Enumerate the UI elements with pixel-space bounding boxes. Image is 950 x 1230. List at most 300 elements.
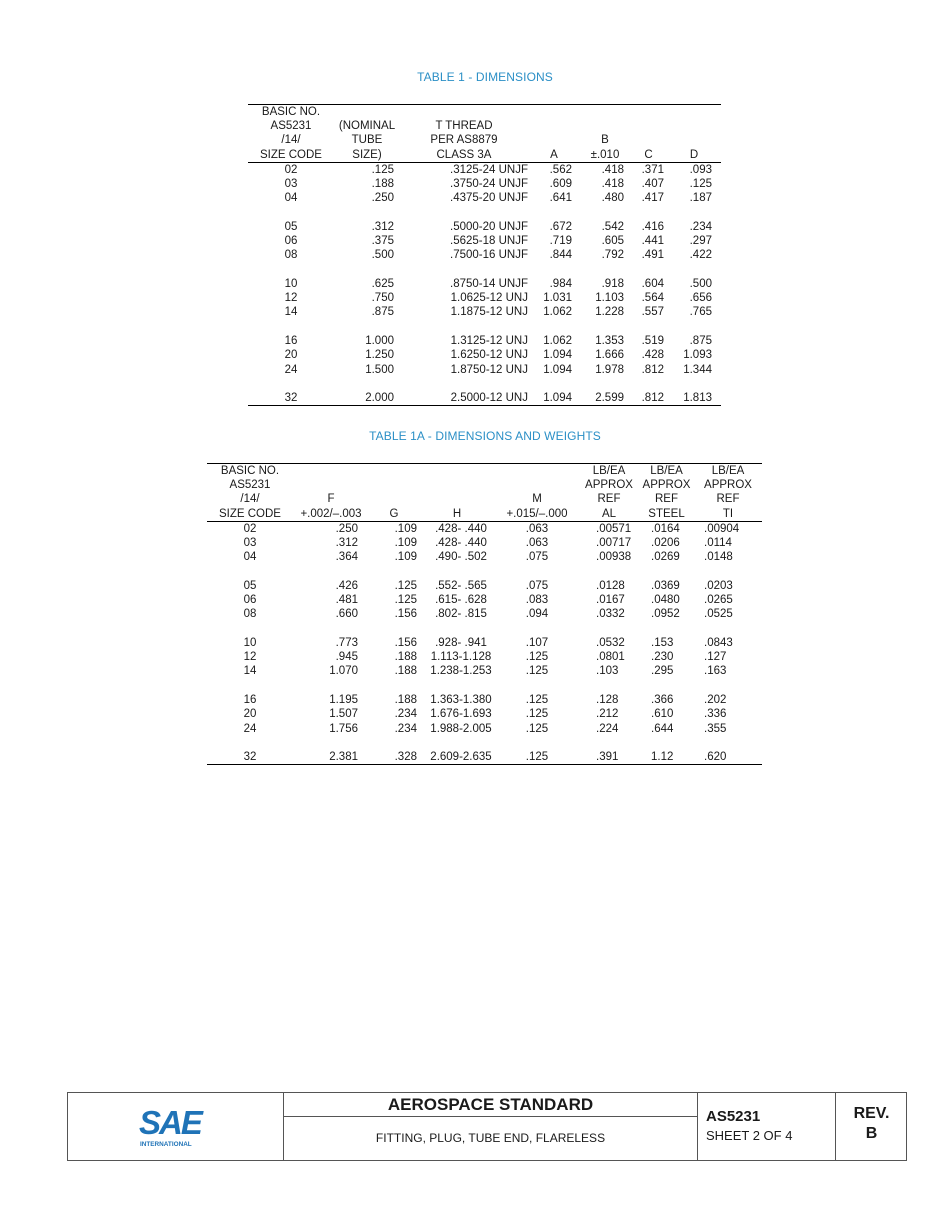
dimensions-table bbox=[248, 104, 721, 406]
header-line: TUBE bbox=[351, 134, 383, 147]
cell-h: .802- .815 bbox=[435, 608, 487, 621]
cell-thread: .7500-16 UNJF bbox=[450, 249, 528, 262]
cell-a: 1.094 bbox=[543, 363, 572, 376]
header-line: C bbox=[644, 148, 653, 161]
cell-h: 1.988-2.005 bbox=[430, 722, 492, 735]
cell-ti: .0525 bbox=[704, 608, 733, 621]
cell-d: .422 bbox=[689, 249, 712, 262]
cell-c: .441 bbox=[641, 235, 664, 248]
cell-size: 20 bbox=[284, 349, 298, 362]
header-line: AL bbox=[601, 507, 617, 520]
header-size-code bbox=[248, 105, 334, 163]
cell-al: .00717 bbox=[596, 537, 632, 550]
cell-a: 1.094 bbox=[543, 392, 572, 405]
cell-nominal: .188 bbox=[371, 178, 394, 191]
cell-h: 1.238-1.253 bbox=[430, 665, 492, 678]
revision-value: B bbox=[865, 1125, 878, 1142]
table-row bbox=[248, 248, 721, 262]
cell-c: .428 bbox=[641, 349, 664, 362]
cell-g: .234 bbox=[394, 708, 417, 721]
cell-f: .426 bbox=[335, 579, 358, 592]
table-row bbox=[207, 750, 762, 765]
cell-c: .519 bbox=[641, 335, 664, 348]
cell-thread: .4375-20 UNJF bbox=[450, 192, 528, 205]
table-row bbox=[207, 550, 762, 564]
cell-a: .562 bbox=[549, 163, 572, 176]
cell-thread: .3125-24 UNJF bbox=[450, 163, 528, 176]
sae-international-logo bbox=[139, 1103, 207, 1149]
cell-size: 04 bbox=[243, 551, 257, 564]
header-line: REF bbox=[655, 493, 678, 506]
header-line: (NOMINAL bbox=[338, 120, 396, 133]
cell-size: 10 bbox=[243, 637, 257, 650]
cell-thread: 2.5000-12 UNJ bbox=[450, 392, 528, 405]
spacer-cell bbox=[207, 564, 762, 579]
cell-d: 1.344 bbox=[683, 363, 712, 376]
cell-m: .125 bbox=[525, 694, 549, 707]
table-row bbox=[207, 636, 762, 650]
cell-f: .773 bbox=[335, 637, 358, 650]
cell-al: .212 bbox=[596, 708, 619, 721]
cell-size: 08 bbox=[243, 608, 257, 621]
header-nominal-tube-size bbox=[334, 105, 400, 163]
dimensions-weights-table bbox=[207, 463, 762, 765]
header-line: APPROX bbox=[704, 479, 752, 492]
table-row bbox=[248, 305, 721, 319]
cell-m: .075 bbox=[525, 579, 549, 592]
cell-ti: .0148 bbox=[704, 551, 733, 564]
spacer-cell bbox=[207, 622, 762, 637]
cell-a: .844 bbox=[549, 249, 572, 262]
cell-steel: .0952 bbox=[651, 608, 680, 621]
cell-f: .250 bbox=[335, 522, 358, 535]
table-row bbox=[248, 391, 721, 406]
group-spacer bbox=[248, 263, 721, 278]
cell-f: .945 bbox=[335, 651, 358, 664]
revision-cell bbox=[835, 1093, 907, 1160]
spacer-cell bbox=[207, 679, 762, 694]
header-m bbox=[495, 464, 579, 522]
cell-d: .297 bbox=[689, 235, 712, 248]
table1-caption: TABLE 1 - DIMENSIONS bbox=[417, 70, 553, 84]
cell-g: .125 bbox=[394, 579, 417, 592]
header-a bbox=[528, 105, 580, 163]
cell-g: .109 bbox=[394, 551, 417, 564]
cell-g: .109 bbox=[394, 522, 417, 535]
cell-a: 1.031 bbox=[543, 292, 572, 305]
cell-size: 06 bbox=[284, 235, 298, 248]
cell-al: .0532 bbox=[596, 637, 625, 650]
cell-b: .418 bbox=[601, 178, 624, 191]
cell-size: 03 bbox=[243, 537, 257, 550]
header-line: D bbox=[689, 148, 699, 161]
cell-m: .075 bbox=[525, 551, 549, 564]
spacer-cell bbox=[248, 320, 721, 335]
cell-size: 32 bbox=[284, 392, 298, 405]
spacer-cell bbox=[248, 205, 721, 220]
header-line: /14/ bbox=[281, 134, 301, 147]
group-spacer bbox=[248, 320, 721, 335]
document-subtitle: FITTING, PLUG, TUBE END, FLARELESS bbox=[375, 1131, 606, 1145]
cell-a: .609 bbox=[549, 178, 572, 191]
header-weight-al bbox=[579, 464, 639, 522]
cell-size: 02 bbox=[243, 522, 257, 535]
document-number-cell bbox=[697, 1093, 836, 1160]
cell-nominal: .375 bbox=[371, 235, 394, 248]
header-f bbox=[293, 464, 369, 522]
cell-d: .125 bbox=[689, 178, 712, 191]
group-spacer bbox=[248, 377, 721, 392]
cell-steel: .230 bbox=[651, 651, 674, 664]
header-line: LB/EA bbox=[650, 465, 683, 477]
cell-b: .792 bbox=[601, 249, 624, 262]
table-row bbox=[248, 334, 721, 348]
cell-steel: .644 bbox=[651, 722, 674, 735]
cell-d: .765 bbox=[689, 306, 712, 319]
cell-b: 1.228 bbox=[595, 306, 624, 319]
cell-c: .371 bbox=[641, 163, 664, 176]
cell-m: .125 bbox=[525, 751, 549, 764]
cell-b: 1.353 bbox=[595, 335, 624, 348]
cell-nominal: .500 bbox=[371, 249, 394, 262]
cell-ti: .0203 bbox=[704, 579, 733, 592]
header-line: LB/EA bbox=[711, 465, 745, 477]
cell-size: 10 bbox=[284, 278, 298, 291]
header-t-thread bbox=[400, 105, 528, 163]
cell-d: .093 bbox=[689, 163, 712, 176]
cell-g: .234 bbox=[394, 722, 417, 735]
cell-thread: 1.8750-12 UNJ bbox=[450, 363, 528, 376]
cell-steel: .0480 bbox=[651, 594, 680, 607]
cell-g: .156 bbox=[394, 637, 417, 650]
group-spacer bbox=[207, 564, 762, 579]
cell-a: .984 bbox=[549, 278, 572, 291]
cell-nominal: .625 bbox=[371, 278, 394, 291]
header-line: A bbox=[550, 148, 558, 161]
header-line: T THREAD bbox=[435, 120, 493, 133]
cell-ti: .0265 bbox=[704, 594, 733, 607]
cell-b: 1.978 bbox=[595, 363, 624, 376]
cell-m: .083 bbox=[525, 594, 549, 607]
spacer-cell bbox=[248, 377, 721, 392]
header-line: BASIC NO. bbox=[261, 106, 321, 118]
cell-size: 12 bbox=[284, 292, 298, 305]
table-row bbox=[207, 693, 762, 707]
cell-thread: 1.0625-12 UNJ bbox=[450, 292, 528, 305]
cell-size: 16 bbox=[284, 335, 298, 348]
cell-m: .107 bbox=[525, 637, 549, 650]
cell-steel: 1.12 bbox=[651, 751, 674, 764]
cell-g: .188 bbox=[394, 651, 417, 664]
cell-f: 1.756 bbox=[329, 722, 358, 735]
cell-d: 1.093 bbox=[683, 349, 712, 362]
cell-ti: .00904 bbox=[704, 522, 740, 535]
cell-b: .918 bbox=[601, 278, 624, 291]
cell-thread: .5625-18 UNJF bbox=[450, 235, 528, 248]
cell-nominal: .875 bbox=[371, 306, 394, 319]
table-row bbox=[248, 277, 721, 291]
cell-thread: .5000-20 UNJF bbox=[450, 220, 528, 233]
cell-b: .542 bbox=[601, 220, 624, 233]
cell-steel: .610 bbox=[651, 708, 674, 721]
cell-steel: .0269 bbox=[651, 551, 680, 564]
table-row bbox=[207, 707, 762, 721]
cell-al: .224 bbox=[596, 722, 619, 735]
cell-c: .416 bbox=[641, 220, 664, 233]
cell-thread: .3750-24 UNJF bbox=[450, 178, 528, 191]
cell-al: .0801 bbox=[596, 651, 625, 664]
header-d bbox=[667, 105, 721, 163]
cell-h: .428- .440 bbox=[435, 537, 487, 550]
cell-g: .125 bbox=[394, 594, 417, 607]
group-spacer bbox=[207, 622, 762, 637]
cell-m: .125 bbox=[525, 665, 549, 678]
cell-al: .128 bbox=[596, 694, 619, 707]
cell-al: .391 bbox=[596, 751, 619, 764]
cell-ti: .163 bbox=[704, 665, 727, 678]
cell-g: .188 bbox=[394, 665, 417, 678]
cell-d: 1.813 bbox=[683, 392, 712, 405]
cell-f: 2.381 bbox=[329, 751, 358, 764]
cell-f: 1.507 bbox=[329, 708, 358, 721]
cell-d: .875 bbox=[689, 335, 712, 348]
table-row bbox=[248, 191, 721, 205]
cell-b: .480 bbox=[601, 192, 624, 205]
cell-c: .417 bbox=[641, 192, 664, 205]
dimensions-weights-table-body bbox=[207, 521, 762, 765]
cell-nominal: 1.500 bbox=[365, 363, 394, 376]
header-line: /14/ bbox=[240, 493, 260, 506]
cell-a: .719 bbox=[549, 235, 572, 248]
cell-b: .605 bbox=[601, 235, 624, 248]
cell-nominal: 2.000 bbox=[365, 392, 394, 405]
header-line: APPROX bbox=[585, 479, 633, 492]
cell-d: .500 bbox=[689, 278, 712, 291]
cell-ti: .355 bbox=[704, 722, 727, 735]
cell-d: .234 bbox=[689, 220, 712, 233]
table1a-caption: TABLE 1A - DIMENSIONS AND WEIGHTS bbox=[369, 429, 601, 443]
logo-sae-text: SAE bbox=[139, 1104, 201, 1141]
cell-al: .0128 bbox=[596, 579, 625, 592]
cell-al: .00571 bbox=[596, 522, 632, 535]
table-row bbox=[248, 177, 721, 191]
cell-c: .812 bbox=[641, 392, 664, 405]
cell-a: 1.094 bbox=[543, 349, 572, 362]
cell-steel: .0164 bbox=[651, 522, 680, 535]
cell-h: 1.113-1.128 bbox=[430, 651, 492, 664]
cell-size: 02 bbox=[284, 163, 298, 176]
cell-b: .418 bbox=[601, 163, 624, 176]
cell-g: .156 bbox=[394, 608, 417, 621]
cell-g: .328 bbox=[394, 751, 417, 764]
header-line: TI bbox=[722, 507, 734, 520]
cell-steel: .0369 bbox=[651, 579, 680, 592]
table-row bbox=[207, 521, 762, 536]
cell-ti: .336 bbox=[704, 708, 727, 721]
cell-thread: 1.1875-12 UNJ bbox=[450, 306, 528, 319]
dimensions-table-body bbox=[248, 162, 721, 406]
table-header-row bbox=[207, 464, 762, 522]
cell-a: 1.062 bbox=[543, 335, 572, 348]
cell-nominal: .312 bbox=[371, 220, 394, 233]
cell-c: .564 bbox=[641, 292, 664, 305]
header-g bbox=[369, 464, 419, 522]
header-line: M bbox=[532, 493, 542, 506]
cell-ti: .620 bbox=[704, 751, 727, 764]
header-line: SIZE CODE bbox=[260, 148, 322, 161]
header-line: ±.010 bbox=[590, 148, 620, 161]
cell-nominal: 1.000 bbox=[365, 335, 394, 348]
group-spacer bbox=[207, 736, 762, 751]
cell-ti: .0843 bbox=[704, 637, 733, 650]
cell-ti: .127 bbox=[704, 651, 727, 664]
document-number: AS5231 bbox=[706, 1108, 761, 1125]
header-line: SIZE) bbox=[352, 148, 382, 161]
cell-ti: .202 bbox=[704, 694, 727, 707]
cell-c: .812 bbox=[641, 363, 664, 376]
header-c bbox=[630, 105, 667, 163]
cell-f: .364 bbox=[335, 551, 358, 564]
cell-f: 1.070 bbox=[329, 665, 358, 678]
title-cell bbox=[283, 1093, 697, 1160]
cell-m: .063 bbox=[525, 537, 549, 550]
cell-size: 06 bbox=[243, 594, 257, 607]
logo-cell bbox=[68, 1093, 283, 1160]
header-line: APPROX bbox=[642, 479, 691, 492]
cell-a: 1.062 bbox=[543, 306, 572, 319]
cell-d: .656 bbox=[689, 292, 712, 305]
cell-c: .557 bbox=[641, 306, 664, 319]
cell-h: .615- .628 bbox=[435, 594, 487, 607]
cell-m: .094 bbox=[525, 608, 549, 621]
sheet-number: SHEET 2 OF 4 bbox=[706, 1128, 793, 1143]
table-row bbox=[207, 607, 762, 621]
header-line: +.015/–.000 bbox=[506, 507, 568, 520]
cell-size: 05 bbox=[284, 220, 298, 233]
header-line: REF bbox=[597, 493, 621, 506]
header-line: REF bbox=[716, 493, 740, 506]
header-weight-steel bbox=[639, 464, 694, 522]
header-size-code bbox=[207, 464, 293, 522]
header-line: F bbox=[327, 493, 335, 506]
header-line: SIZE CODE bbox=[219, 507, 281, 520]
revision-label: REV. bbox=[853, 1105, 890, 1122]
cell-h: .552- .565 bbox=[435, 579, 487, 592]
header-line: H bbox=[452, 507, 462, 520]
spacer-cell bbox=[248, 263, 721, 278]
cell-h: .928- .941 bbox=[435, 637, 487, 650]
title-block bbox=[67, 1092, 907, 1161]
cell-steel: .153 bbox=[651, 637, 674, 650]
cell-size: 05 bbox=[243, 579, 257, 592]
cell-size: 32 bbox=[243, 751, 257, 764]
cell-h: .490- .502 bbox=[435, 551, 487, 564]
spacer-cell bbox=[207, 736, 762, 751]
header-line: LB/EA bbox=[592, 465, 626, 477]
cell-nominal: 1.250 bbox=[365, 349, 394, 362]
cell-steel: .0206 bbox=[651, 537, 680, 550]
cell-size: 04 bbox=[284, 192, 298, 205]
cell-a: .672 bbox=[549, 220, 572, 233]
table-row bbox=[248, 220, 721, 234]
header-line: STEEL bbox=[648, 507, 685, 520]
cell-size: 20 bbox=[243, 708, 257, 721]
logo-international-text: INTERNATIONAL bbox=[140, 1141, 192, 1148]
cell-steel: .366 bbox=[651, 694, 674, 707]
cell-thread: .8750-14 UNJF bbox=[450, 278, 528, 291]
cell-size: 03 bbox=[284, 178, 298, 191]
cell-c: .604 bbox=[641, 278, 664, 291]
cell-c: .491 bbox=[641, 249, 664, 262]
cell-f: .660 bbox=[335, 608, 358, 621]
header-weight-ti bbox=[694, 464, 762, 522]
cell-b: 1.103 bbox=[595, 292, 624, 305]
cell-m: .125 bbox=[525, 722, 549, 735]
header-line: AS5231 bbox=[270, 120, 312, 133]
header-h bbox=[419, 464, 495, 522]
cell-m: .063 bbox=[525, 522, 549, 535]
cell-g: .188 bbox=[394, 694, 417, 707]
cell-thread: 1.3125-12 UNJ bbox=[450, 335, 528, 348]
cell-m: .125 bbox=[525, 708, 549, 721]
cell-al: .00938 bbox=[596, 551, 632, 564]
cell-f: 1.195 bbox=[329, 694, 358, 707]
document-heading: AEROSPACE STANDARD bbox=[284, 1093, 697, 1117]
cell-size: 08 bbox=[284, 249, 298, 262]
table-row bbox=[207, 593, 762, 607]
cell-h: .428- .440 bbox=[435, 522, 487, 535]
cell-al: .0332 bbox=[596, 608, 625, 621]
cell-nominal: .750 bbox=[371, 292, 394, 305]
cell-h: 2.609-2.635 bbox=[430, 751, 492, 764]
cell-h: 1.676-1.693 bbox=[430, 708, 492, 721]
cell-f: .481 bbox=[335, 594, 358, 607]
cell-size: 14 bbox=[284, 306, 298, 319]
cell-size: 24 bbox=[284, 363, 298, 376]
group-spacer bbox=[248, 205, 721, 220]
header-line: CLASS 3A bbox=[436, 148, 492, 161]
cell-b: 2.599 bbox=[595, 392, 624, 405]
cell-a: .641 bbox=[549, 192, 572, 205]
cell-size: 12 bbox=[243, 651, 257, 664]
header-line: AS5231 bbox=[229, 479, 271, 492]
cell-size: 14 bbox=[243, 665, 257, 678]
cell-al: .0167 bbox=[596, 594, 625, 607]
table-row bbox=[207, 722, 762, 736]
header-line: G bbox=[389, 507, 399, 520]
cell-h: 1.363-1.380 bbox=[430, 694, 492, 707]
group-spacer bbox=[207, 679, 762, 694]
cell-size: 16 bbox=[243, 694, 257, 707]
header-line: BASIC NO. bbox=[220, 465, 280, 477]
cell-steel: .295 bbox=[651, 665, 674, 678]
cell-m: .125 bbox=[525, 651, 549, 664]
cell-f: .312 bbox=[335, 537, 358, 550]
table-row bbox=[248, 348, 721, 362]
table-row bbox=[248, 291, 721, 305]
cell-thread: 1.6250-12 UNJ bbox=[450, 349, 528, 362]
cell-al: .103 bbox=[596, 665, 619, 678]
header-b bbox=[580, 105, 630, 163]
header-line: B bbox=[601, 134, 609, 147]
cell-nominal: .250 bbox=[371, 192, 394, 205]
table-row bbox=[248, 162, 721, 177]
header-line: PER AS8879 bbox=[430, 134, 498, 147]
cell-d: .187 bbox=[689, 192, 712, 205]
cell-c: .407 bbox=[641, 178, 664, 191]
header-line: +.002/–.003 bbox=[300, 507, 362, 520]
cell-nominal: .125 bbox=[371, 163, 394, 176]
